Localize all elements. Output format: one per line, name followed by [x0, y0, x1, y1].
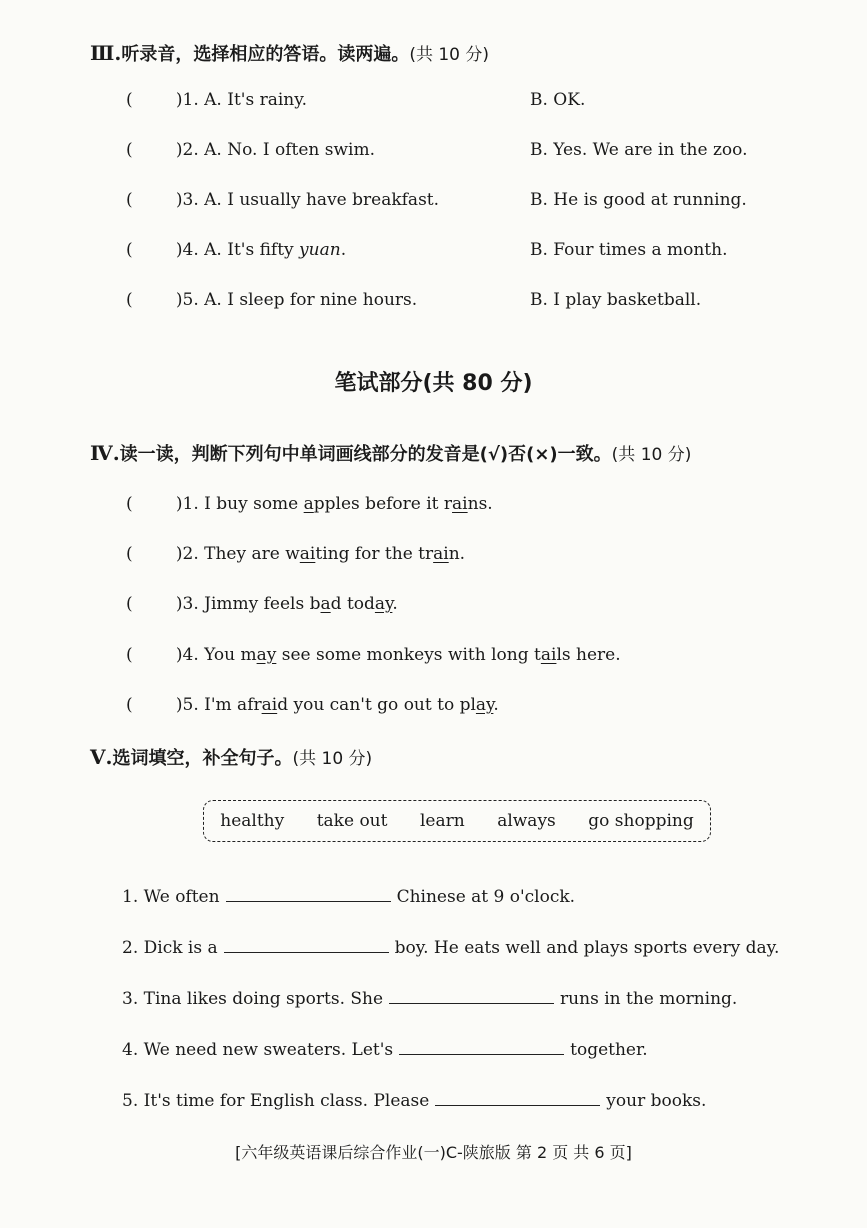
sentence-end: your books. [606, 1091, 707, 1111]
sentence-text: ting for the tr [315, 544, 434, 564]
sentence [204, 645, 620, 665]
option-b: B. Four times a month. [530, 240, 728, 260]
section-3-heading [90, 40, 489, 66]
word-option: always [497, 811, 556, 831]
sentence [204, 695, 499, 715]
sentence-text: . [392, 594, 398, 614]
option-a [204, 240, 346, 260]
option-b: B. He is good at running. [530, 190, 747, 210]
section-3-number: Ⅲ. [90, 41, 122, 65]
sentence-start: Tina likes doing sports. She [143, 989, 384, 1009]
question-number: 1. [122, 887, 139, 907]
answer-bracket[interactable]: ( ) [126, 594, 183, 614]
question-number: 2. [182, 544, 199, 564]
question-row [126, 594, 398, 614]
option-a: A. It's rainy. [204, 90, 307, 110]
question-row [126, 140, 375, 160]
question-number: 4. [182, 645, 199, 665]
question-number: 5. [182, 290, 199, 310]
section-4-number: Ⅳ. [90, 441, 120, 465]
question-number: 3. [182, 594, 199, 614]
question-number: 3. [122, 989, 139, 1009]
page-footer: [六年级英语课后综合作业(一)C-陕旅版 第 2 页 共 6 页] [235, 1143, 632, 1162]
sentence-end: Chinese at 9 o'clock. [396, 887, 576, 907]
section-5-number: Ⅴ. [90, 745, 113, 769]
question-number: 3. [182, 190, 199, 210]
answer-blank[interactable] [389, 987, 554, 1004]
option-a-text: A. It's fifty [204, 240, 300, 260]
answer-bracket[interactable]: ( ) [126, 494, 183, 514]
option-a: A. I usually have breakfast. [204, 190, 440, 210]
question-number: 1. [182, 494, 199, 514]
question-row [126, 190, 439, 210]
option-b: B. OK. [530, 90, 586, 110]
answer-blank[interactable] [224, 936, 389, 953]
option-b: B. Yes. We are in the zoo. [530, 140, 748, 160]
written-part-title: 笔试部分(共 80 分) [334, 371, 533, 396]
underlined-letters: ai [261, 695, 278, 715]
section-5-heading [90, 744, 372, 770]
question-number: 1. [182, 90, 199, 110]
question-row [126, 290, 417, 310]
sentence-text: . [493, 695, 499, 715]
section-5-title: 选词填空，补全句子。 [112, 748, 293, 769]
sentence-text: n. [448, 544, 466, 564]
underlined-letters: ai [433, 544, 449, 564]
option-a: A. I sleep for nine hours. [204, 290, 418, 310]
sentence-text: d you can't go out to pl [277, 695, 476, 715]
sentence-text: pples before it r [313, 494, 453, 514]
word-option: take out [316, 811, 388, 831]
sentence-start: We often [143, 887, 220, 907]
fill-in-row [122, 987, 737, 1009]
underlined-letters: ay [475, 695, 494, 715]
sentence-start: We need new sweaters. Let's [143, 1040, 394, 1060]
fill-in-row [122, 1038, 648, 1060]
sentence [204, 594, 398, 614]
word-option: go shopping [588, 811, 694, 831]
section-4-heading [90, 440, 691, 466]
question-row [126, 240, 346, 260]
sentence-end: boy. He eats well and plays sports every day. [394, 938, 780, 958]
answer-blank[interactable] [435, 1089, 600, 1106]
section-4-score: (共 10 分) [611, 445, 692, 465]
fill-in-row [122, 885, 575, 907]
question-number: 2. [182, 140, 199, 160]
answer-bracket[interactable]: ( ) [126, 140, 183, 160]
sentence-text: see some monkeys with long t [276, 645, 541, 665]
option-a-italic: yuan [299, 240, 341, 260]
section-3-title: 听录音，选择相应的答语。读两遍。 [121, 44, 410, 65]
sentence [204, 494, 493, 514]
word-bank [203, 800, 711, 842]
section-5-score: (共 10 分) [292, 749, 373, 769]
question-number: 5. [122, 1091, 139, 1111]
sentence-end: together. [570, 1040, 648, 1060]
answer-blank[interactable] [226, 885, 391, 902]
word-option: healthy [220, 811, 285, 831]
sentence [204, 544, 465, 564]
answer-bracket[interactable]: ( ) [126, 90, 183, 110]
sentence-start: Dick is a [143, 938, 218, 958]
sentence-text: You m [204, 645, 257, 665]
question-number: 4. [122, 1040, 139, 1060]
sentence-text: They are w [204, 544, 300, 564]
answer-bracket[interactable]: ( ) [126, 190, 183, 210]
sentence-text: ls here. [556, 645, 621, 665]
question-row [126, 544, 465, 564]
option-b: B. I play basketball. [530, 290, 702, 310]
sentence-start: It's time for English class. Please [143, 1091, 430, 1111]
underlined-letters: a [320, 594, 331, 614]
fill-in-row [122, 1089, 706, 1111]
underlined-letters: a [303, 494, 314, 514]
sentence-text: Jimmy feels b [204, 594, 321, 614]
sentence-text: I buy some [204, 494, 304, 514]
underlined-letters: ai [540, 645, 557, 665]
sentence-text: I'm afr [204, 695, 262, 715]
underlined-letters: ay [374, 594, 393, 614]
question-row [126, 494, 493, 514]
underlined-letters: ai [299, 544, 316, 564]
sentence-text: d tod [330, 594, 375, 614]
section-4-title: 读一读，判断下列句中单词画线部分的发音是(√)否(×)一致。 [119, 444, 612, 465]
word-option: learn [419, 811, 465, 831]
question-row [126, 645, 621, 665]
question-row [126, 90, 307, 110]
question-row [126, 695, 499, 715]
option-a: A. No. I often swim. [204, 140, 375, 160]
answer-bracket[interactable]: ( ) [126, 290, 183, 310]
sentence-end: runs in the morning. [560, 989, 738, 1009]
underlined-letters: ay [256, 645, 277, 665]
question-number: 4. [182, 240, 199, 260]
sentence-text: ns. [467, 494, 493, 514]
question-number: 5. [182, 695, 199, 715]
fill-in-row [122, 936, 779, 958]
answer-bracket[interactable]: ( ) [126, 645, 183, 665]
answer-bracket[interactable]: ( ) [126, 544, 183, 564]
option-a-end: . [340, 240, 347, 260]
underlined-letters: ai [452, 494, 468, 514]
answer-blank[interactable] [399, 1038, 564, 1055]
question-number: 2. [122, 938, 139, 958]
answer-bracket[interactable]: ( ) [126, 695, 183, 715]
answer-bracket[interactable]: ( ) [126, 240, 183, 260]
section-3-score: (共 10 分) [409, 45, 490, 65]
